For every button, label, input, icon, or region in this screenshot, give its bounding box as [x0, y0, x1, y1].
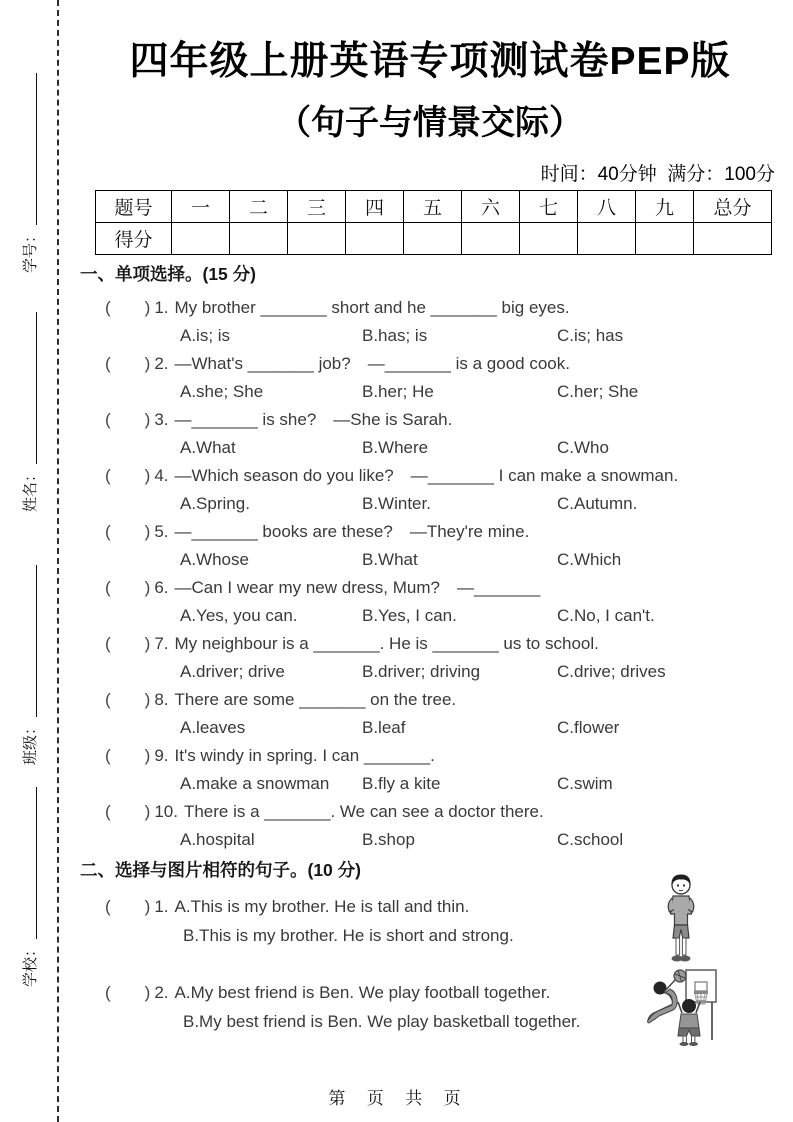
question-text: There are some _______ on the tree.	[174, 690, 457, 709]
question-number: 6.	[154, 578, 169, 597]
options-row	[80, 826, 782, 854]
score-cell	[404, 223, 462, 255]
answer-paren: ( )	[105, 354, 151, 373]
option-c: C.flower	[557, 718, 620, 737]
answer-paren: ( )	[105, 690, 151, 709]
question-number: 4.	[154, 466, 169, 485]
question-3	[80, 406, 782, 462]
page-footer: 第 页 共 页	[328, 1089, 465, 1108]
answer-paren: ( )	[105, 410, 151, 429]
time-score-info: 时间：40分钟 满分：100分	[540, 164, 775, 185]
options-row	[80, 602, 782, 630]
score-cell	[636, 223, 694, 255]
question-number: 3.	[154, 410, 169, 429]
question-number: 2.	[154, 983, 169, 1002]
score-cell	[578, 223, 636, 255]
question-number: 5.	[154, 522, 169, 541]
question-text: It's windy in spring. I can _______.	[174, 746, 435, 765]
option-c: C.school	[557, 830, 624, 849]
score-table	[95, 190, 772, 255]
student-id-field	[19, 73, 41, 273]
option-b: B.has; is	[362, 326, 428, 345]
paper-subtitle: （句子与情景交际）	[277, 104, 583, 142]
option-a: A.hospital	[180, 830, 255, 849]
question-8	[80, 686, 782, 742]
answer-paren: ( )	[105, 522, 151, 541]
option-b: B.driver; driving	[362, 662, 481, 681]
student-id-blank-line	[36, 73, 37, 225]
option-b: B.Yes, I can.	[362, 606, 457, 625]
score-table-score-row	[96, 223, 772, 255]
sidebar-dashed-divider	[57, 0, 59, 1122]
option-c: C.is; has	[557, 326, 624, 345]
option-a: A.Yes, you can.	[180, 606, 298, 625]
student-name-field	[19, 312, 41, 512]
question-text: There is a _______. We can see a doctor there.	[183, 802, 544, 821]
option-b: B.shop	[362, 830, 415, 849]
class-blank-line	[36, 565, 37, 717]
question-text: —_______ books are these? —They're mine.	[174, 522, 530, 541]
school-field	[19, 787, 41, 987]
question-line	[80, 574, 782, 602]
option-b: B.fly a kite	[362, 774, 441, 793]
options-row	[80, 434, 782, 462]
option-b: B.Where	[362, 438, 429, 457]
options-row	[80, 322, 782, 350]
header-cell-2: 二	[230, 191, 288, 223]
question-5	[80, 518, 782, 574]
student-name-label: 姓名：	[22, 466, 39, 512]
question-7	[80, 630, 782, 686]
student-id-label: 学号：	[22, 227, 39, 273]
options-row	[80, 714, 782, 742]
score-cell	[172, 223, 230, 255]
question-6	[80, 574, 782, 630]
question-line	[80, 518, 782, 546]
option-a: A.she; She	[180, 382, 264, 401]
option-a: A.My best friend is Ben. We play football together.	[174, 983, 551, 1002]
question-number: 7.	[154, 634, 169, 653]
option-a: A.leaves	[180, 718, 246, 737]
paper-title: 四年级上册英语专项测试卷PEP版	[129, 40, 731, 83]
option-c: C.No, I can't.	[557, 606, 655, 625]
option-a: A.is; is	[180, 326, 231, 345]
answer-paren: ( )	[105, 983, 151, 1002]
option-c: C.Autumn.	[557, 494, 638, 513]
section1-heading: 一、单项选择。(15 分)	[80, 264, 256, 284]
header-cell-5: 五	[404, 191, 462, 223]
header-cell-1: 一	[172, 191, 230, 223]
header-cell-8: 八	[578, 191, 636, 223]
header-cell-6: 六	[462, 191, 520, 223]
basketball-kids-illustration	[642, 966, 724, 1046]
answer-paren: ( )	[105, 897, 151, 916]
question-10	[80, 798, 782, 854]
question-text: —_______ is she? —She is Sarah.	[174, 410, 453, 429]
header-cell-9: 九	[636, 191, 694, 223]
score-cell	[520, 223, 578, 255]
class-field	[19, 565, 41, 765]
option-b: B.her; He	[362, 382, 434, 401]
question-4	[80, 462, 782, 518]
question-text: My brother _______ short and he _______ big eyes.	[174, 298, 570, 317]
question-number: 2.	[154, 354, 169, 373]
answer-paren: ( )	[105, 298, 151, 317]
option-b: B.My best friend is Ben. We play basketball together.	[183, 1012, 581, 1031]
header-cell-3: 三	[288, 191, 346, 223]
question-line	[80, 350, 782, 378]
options-row	[80, 378, 782, 406]
question-number: 8.	[154, 690, 169, 709]
question-line	[80, 686, 782, 714]
options-row	[80, 658, 782, 686]
option-a: A.make a snowman	[180, 774, 330, 793]
option-b: B.Winter.	[362, 494, 431, 513]
option-a: A.driver; drive	[180, 662, 285, 681]
options-row	[80, 546, 782, 574]
score-cell	[288, 223, 346, 255]
question-number: 1.	[154, 897, 169, 916]
option-c: C.Which	[557, 550, 622, 569]
option-a: A.Whose	[180, 550, 249, 569]
answer-paren: ( )	[105, 746, 151, 765]
question-1	[80, 294, 782, 350]
question-number: 9.	[154, 746, 169, 765]
question-number: 10.	[154, 802, 178, 821]
school-blank-line	[36, 787, 37, 939]
options-row	[80, 490, 782, 518]
option-b: B.What	[362, 550, 418, 569]
option-b: B.leaf	[362, 718, 406, 737]
header-cell-total: 总分	[694, 191, 772, 223]
question-line	[80, 742, 782, 770]
class-label: 班级：	[22, 719, 39, 765]
header-cell-question-no: 题号	[96, 191, 172, 223]
question-line	[80, 406, 782, 434]
option-c: C.drive; drives	[557, 662, 666, 681]
school-label: 学校：	[22, 941, 39, 987]
option-c: C.swim	[557, 774, 613, 793]
answer-paren: ( )	[105, 578, 151, 597]
question-line	[80, 294, 782, 322]
question-line	[80, 462, 782, 490]
score-cell	[346, 223, 404, 255]
score-cell-total	[694, 223, 772, 255]
option-c: C.Who	[557, 438, 609, 457]
question-number: 1.	[154, 298, 169, 317]
options-row	[80, 770, 782, 798]
header-cell-4: 四	[346, 191, 404, 223]
question-line	[80, 630, 782, 658]
option-a: A.What	[180, 438, 236, 457]
score-cell	[462, 223, 520, 255]
question-text: —Which season do you like? —_______ I can make a snowman.	[174, 466, 679, 485]
question-9	[80, 742, 782, 798]
answer-paren: ( )	[105, 802, 151, 821]
score-table-header-row	[96, 191, 772, 223]
answer-paren: ( )	[105, 634, 151, 653]
score-row-label: 得分	[96, 223, 172, 255]
header-cell-7: 七	[520, 191, 578, 223]
option-b: B.This is my brother. He is short and strong.	[183, 926, 514, 945]
score-cell	[230, 223, 288, 255]
question-2	[80, 350, 782, 406]
question-text: —Can I wear my new dress, Mum? —_______	[174, 578, 541, 597]
student-name-blank-line	[36, 312, 37, 464]
standing-boy-illustration	[658, 872, 704, 964]
question-text: —What's _______ job? —_______ is a good cook.	[174, 354, 570, 373]
question-text: My neighbour is a _______. He is _______ us to school.	[174, 634, 599, 653]
option-a: A.This is my brother. He is tall and thin.	[174, 897, 470, 916]
question-line	[80, 798, 782, 826]
option-c: C.her; She	[557, 382, 639, 401]
answer-paren: ( )	[105, 466, 151, 485]
section2-heading: 二、选择与图片相符的句子。(10 分)	[80, 860, 361, 880]
option-a: A.Spring.	[180, 494, 250, 513]
